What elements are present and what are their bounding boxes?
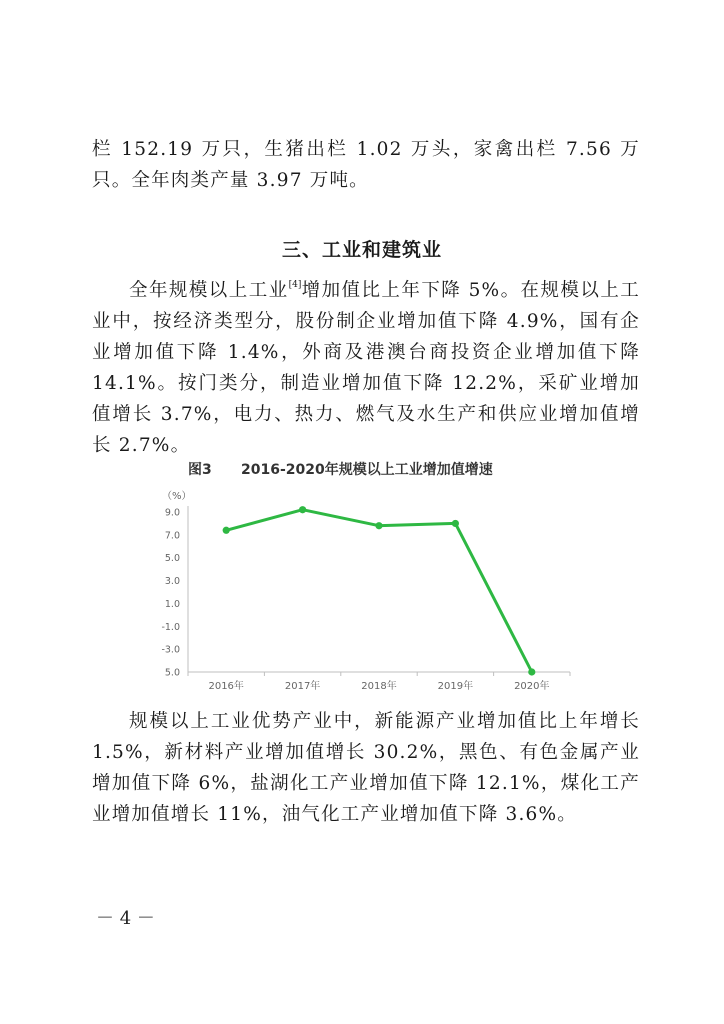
section-heading: 三、工业和建筑业 bbox=[281, 239, 442, 261]
y-tick-label: 7.0 bbox=[164, 530, 180, 542]
paragraph-advantage-industries: 规模以上工业优势产业中，新能源产业增加值比上年增长 1.5%，新材料产业增加值增长 30.2%，黑色、有色金属产业增加值下降 6%，盐湖化工产业增加值下降 12.1%，煤化工产业增加值增长 11%，油气化工产业增加值下降 3.6%。 bbox=[92, 711, 640, 825]
paragraph-industry-text-end: 增加值比上年下降 5%。在规模以上工业中，按经济类型分，股份制企业增加值下降 4.9%，国有企业增加值下降 1.4%，外商及港澳台商投资企业增加值下降 14.1%。按门类分，制造业增加值下降 12.2%，采矿业增加值增长 3.7%，电力、热力、燃气及水生产和供应业增加值增长 2.7%。 bbox=[92, 280, 640, 456]
y-tick-label: 5.0 bbox=[164, 667, 180, 679]
data-point bbox=[528, 668, 535, 675]
x-tick-label: 2016年 bbox=[208, 681, 244, 692]
y-tick-label: 9.0 bbox=[164, 507, 180, 519]
paragraph-livestock: 栏 152.19 万只，生猪出栏 1.02 万头，家禽出栏 7.56 万只。全年肉类产量 3.97 万吨。 bbox=[92, 139, 640, 191]
x-tick-label: 2017年 bbox=[284, 681, 321, 692]
line-chart bbox=[150, 482, 580, 700]
x-tick-label: 2018年 bbox=[361, 681, 397, 692]
y-tick-label: 1.0 bbox=[164, 598, 180, 610]
data-point bbox=[375, 522, 382, 529]
series-line bbox=[226, 510, 532, 672]
data-point bbox=[299, 506, 306, 513]
y-axis-unit-label: （%） bbox=[162, 491, 192, 502]
data-point bbox=[452, 520, 459, 527]
x-tick-label: 2020年 bbox=[514, 681, 550, 692]
footnote-marker[interactable]: [4] bbox=[288, 280, 302, 290]
y-tick-label: 5.0 bbox=[164, 553, 180, 565]
y-tick-label: -1.0 bbox=[161, 621, 180, 633]
page-number: － 4 － bbox=[96, 908, 155, 929]
x-tick-label: 2019年 bbox=[437, 681, 474, 692]
figure-title: 图3 2016-2020年规模以上工业增加值增速 bbox=[188, 462, 493, 478]
y-tick-label: 3.0 bbox=[164, 576, 180, 588]
paragraph-industry bbox=[92, 270, 640, 461]
data-point bbox=[223, 527, 230, 534]
paragraph-industry-text-start: 全年规模以上工业 bbox=[129, 280, 289, 301]
y-tick-label: -3.0 bbox=[161, 644, 180, 656]
